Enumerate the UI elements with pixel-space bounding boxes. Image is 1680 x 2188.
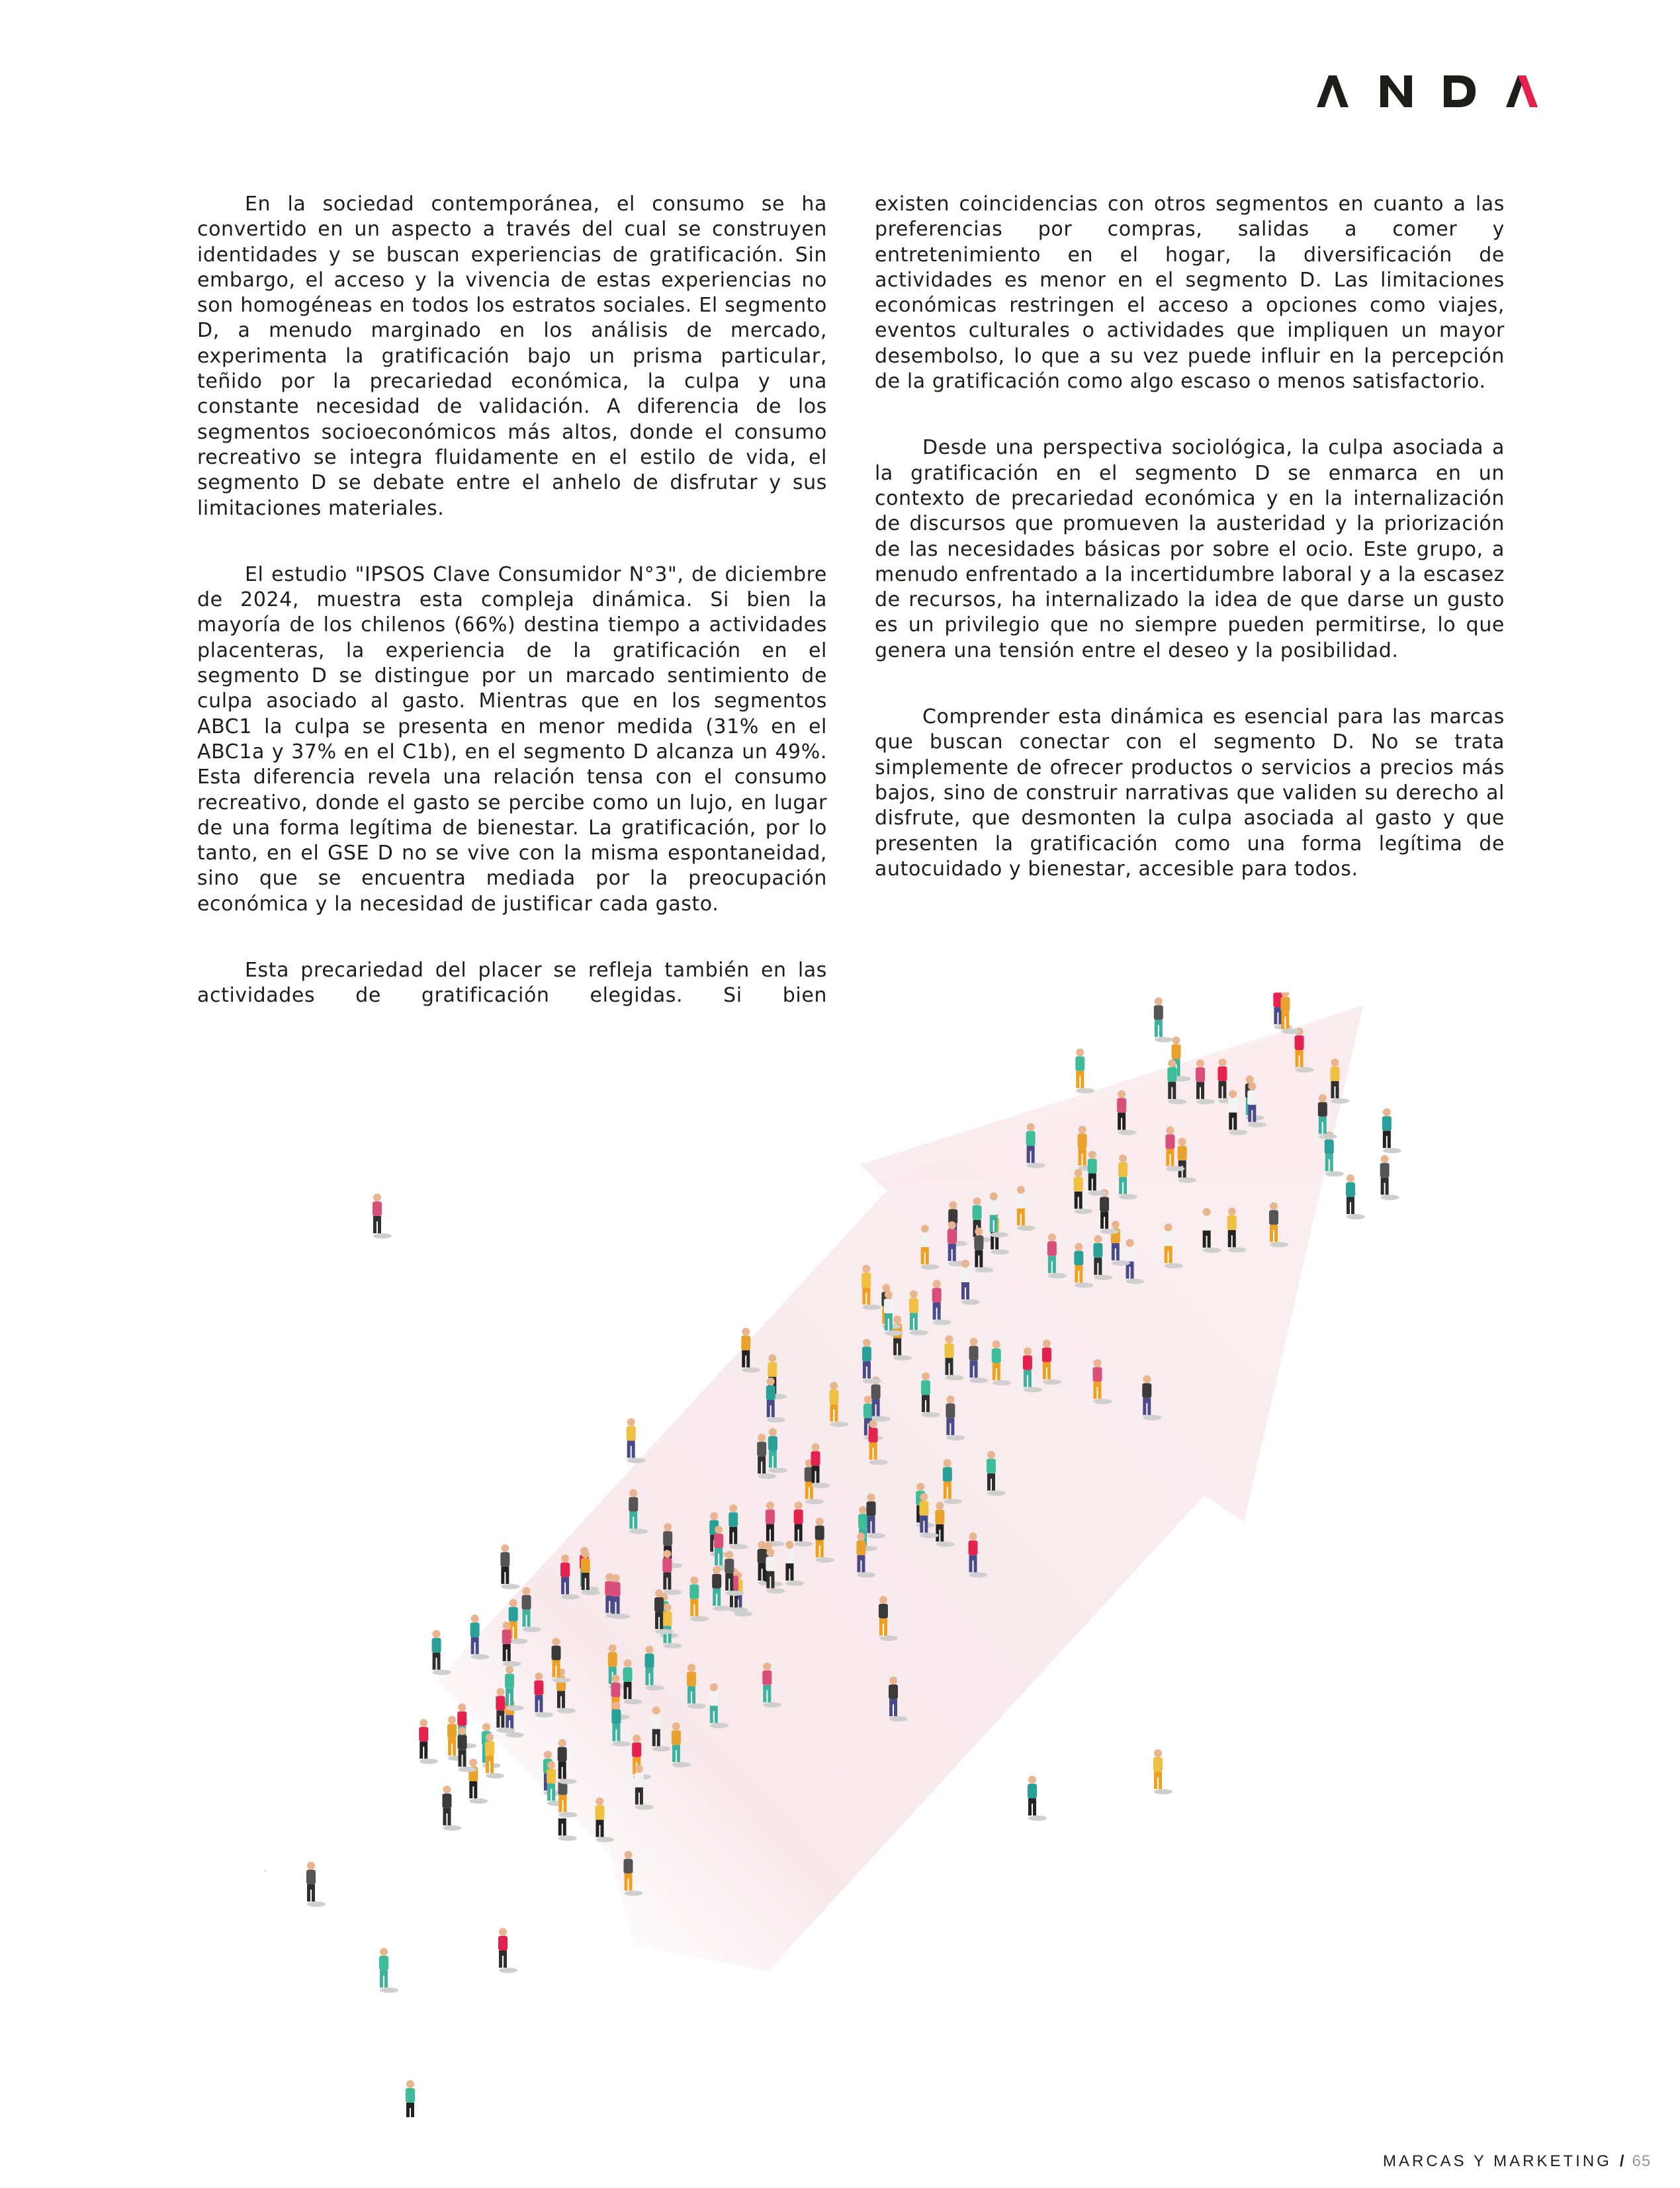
crowd-arrow-illustration xyxy=(265,992,1456,2117)
person-figure xyxy=(1380,1155,1399,1200)
footer-slash: / xyxy=(1619,2152,1624,2170)
paragraph-intro: En la sociedad contemporánea, el consumo se ha convertido en un aspecto a través del cual se construyen identidades y se buscan experiencias de gratificación. Sin embargo, el acceso y la vivencia de estas experiencias no son homogéneas en todos los estratos sociales. El segmento D, a menudo marginado en los análisis de mercado, experimenta la gratificación bajo un prisma particular, teñido por la precariedad económica, la culpa y una constante necesidad de validación. A diferencia de los segmentos socioeconómicos más altos, donde el consumo recreativo se integra fluidamente en el estilo de vida, el segmento D se debate entre el anhelo de disfrutar y sus limitaciones materiales. xyxy=(197,193,827,520)
person-figure xyxy=(1154,997,1173,1042)
anda-logo xyxy=(1317,66,1542,119)
person-figure xyxy=(1382,1108,1401,1153)
footer-section: MARCAS Y MARKETING xyxy=(1383,2152,1612,2170)
article-column-right xyxy=(875,192,1505,923)
person-figure xyxy=(265,1829,266,1874)
article-column-left xyxy=(197,192,827,1050)
page-number: 65 xyxy=(1632,2152,1652,2170)
person-figure xyxy=(442,1786,461,1831)
person-figure xyxy=(500,1544,519,1589)
person-figure xyxy=(406,2080,425,2117)
person-figure xyxy=(419,1719,438,1764)
anda-logo-mark xyxy=(1317,66,1542,119)
person-figure xyxy=(379,1948,398,1993)
person-figure xyxy=(1075,1049,1094,1094)
person-figure xyxy=(1028,1776,1047,1821)
person-figure xyxy=(1346,1174,1365,1219)
person-figure xyxy=(498,1928,517,1973)
page-footer xyxy=(1383,2152,1651,2171)
paragraph-continuation: existen coincidencias con otros segmentos en cuanto a las preferencias por compras, salidas a comer y entretenimiento en el hogar, la diversificación de actividades es menor en el segmento D. Las limitaciones económicas restringen el acceso a opciones como viajes, eventos culturales o actividades que impliquen un mayor desembolso, lo que a su vez puede influir en la percepción de la gratificación como algo escaso o menos satisfactorio. xyxy=(875,193,1505,394)
person-figure xyxy=(373,1194,392,1239)
paragraph-conclusion: Comprender esta dinámica es esencial para las marcas que buscan conectar con el segmento D. No se trata simplemente de ofrecer productos o servicios a precios más bajos, sino de construir narrativas que validen su derecho al disfrute, que desmonten la culpa asociada al gasto y que presenten la gratificación como una forma legítima de autocuidado y bienestar, accesible para todos. xyxy=(875,705,1505,881)
paragraph-sociological: Desde una perspectiva sociológica, la culpa asociada a la gratificación en el segmento D se enmarca en un contexto de precariedad económica y en la internalización de discursos que promueven la austeridad y la priorización de las necesidades básicas por sobre el ocio. Este grupo, a menudo enfrentado a la incertidumbre laboral y a la escasez de recursos, ha internalizado la idea de que darse un gusto es un privilegio que no siempre pueden permitirse, lo que genera una tensión entre el deseo y la posibilidad. xyxy=(875,436,1505,662)
paragraph-ipsos-study: El estudio "IPSOS Clave Consumidor N°3", de diciembre de 2024, muestra esta compleja dinámica. Si bien la mayoría de los chilenos (66%) destina tiempo a actividades placenteras, la experiencia de la gratificación en el segmento D se distingue por un marcado sentimiento de culpa asociado al gasto. Mientras que en los segmentos ABC1 la culpa se presenta en menor medida (31% en el ABC1a y 37% en el C1b), en el segmento D alcanza un 49%. Esta diferencia revela una relación tensa con el consumo recreativo, donde el gasto se percibe como un lujo, en lugar de una forma legítima de bienestar. La gratificación, por lo tanto, en el GSE D no se vive con la misma espontaneidad, sino que se encuentra mediada por la preocupación económica y la necesidad de justificar cada gasto. xyxy=(197,562,827,916)
person-figure xyxy=(306,1862,326,1907)
person-figure xyxy=(1153,1749,1172,1794)
person-figure xyxy=(627,1418,646,1463)
paragraph-precariedad: Esta precariedad del placer se refleja también en las actividades de gratificación elegidas. Si bien xyxy=(197,959,827,1008)
